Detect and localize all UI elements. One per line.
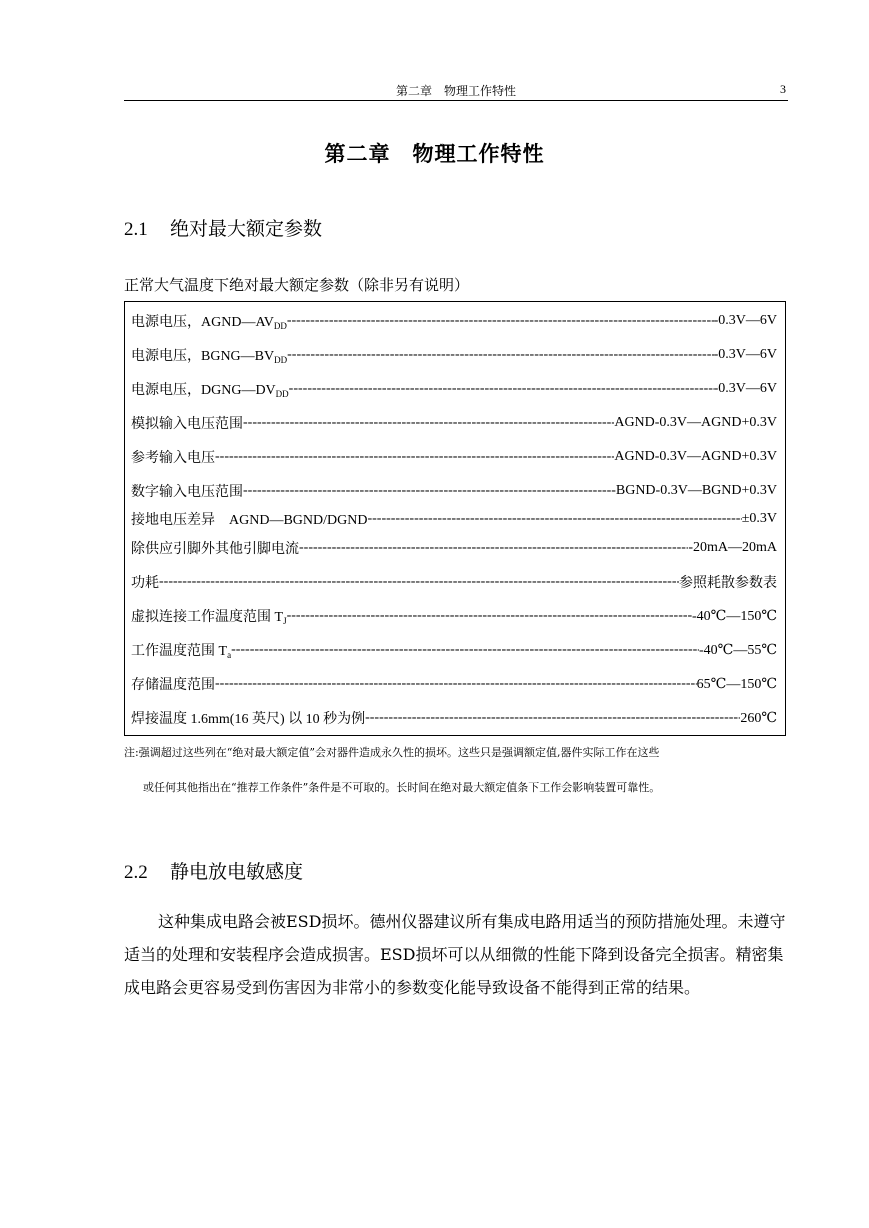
section-heading-2-2 xyxy=(124,857,303,884)
rating-value: -0.3V—6V xyxy=(713,347,777,362)
rating-row xyxy=(131,538,777,558)
absolute-max-ratings-table xyxy=(124,301,786,736)
leader-dots xyxy=(367,510,741,528)
leader-dots xyxy=(231,641,699,659)
rating-value: 260℃ xyxy=(740,710,777,726)
rating-value: -20mA—20mA xyxy=(688,540,777,555)
leader-dots xyxy=(243,482,616,500)
rating-row xyxy=(131,640,777,660)
table-caption: 正常大气温度下绝对最大额定参数（除非另有说明） xyxy=(124,276,470,294)
leader-dots xyxy=(243,414,614,432)
rating-label: 参考输入电压 xyxy=(131,451,215,466)
rating-value: -0.3V—6V xyxy=(713,381,777,396)
section-title: 绝对最大额定参数 xyxy=(170,218,323,240)
rating-label: 模拟输入电压范围 xyxy=(131,417,243,432)
rating-label: 电源电压，$AGND—AV_{DD}$ xyxy=(131,315,287,331)
rating-label: 工作温度范围 $T_a$ xyxy=(131,644,232,660)
leader-dots xyxy=(289,380,714,398)
esd-paragraph: 这种集成电路会被ESD损坏。德州仪器建议所有集成电路用适当的预防措施处理。未遵守适当的处理和安装程序会造成损害。ESD损坏可以从细微的性能下降到设备完全损害。精密集成电路会更容易受到伤害因为非常小的参数变化能导致设备不能得到正常的结果。 xyxy=(124,912,786,997)
leader-dots xyxy=(159,573,679,591)
rating-value: -40℃—55℃ xyxy=(699,642,777,658)
rating-label: 电源电压，$DGNG—DV_{DD}$ xyxy=(131,383,289,399)
section-title: 静电放电敏感度 xyxy=(170,861,304,883)
rating-row xyxy=(131,447,777,467)
rating-value: 参照耗散参数表 xyxy=(679,576,777,591)
leader-dots xyxy=(287,607,692,625)
rating-label: 除供应引脚外其他引脚电流 xyxy=(131,542,299,557)
rating-row xyxy=(131,379,777,399)
leader-dots xyxy=(365,709,740,727)
rating-label: 接地电压差异 AGND—BGND/DGND xyxy=(131,513,368,528)
section-number: 2.1 xyxy=(124,219,148,240)
leader-dots xyxy=(215,448,614,466)
rating-row xyxy=(131,311,777,331)
rating-value: ±0.3V xyxy=(741,511,777,526)
section-heading-2-1 xyxy=(124,214,322,241)
rating-value: -0.3V—6V xyxy=(713,313,777,328)
rating-value: 65℃—150℃ xyxy=(696,676,777,692)
rating-row xyxy=(131,674,777,694)
rating-value: AGND-0.3V—AGND+0.3V xyxy=(614,449,777,464)
rating-row xyxy=(131,509,777,529)
leader-dots xyxy=(287,346,713,364)
rating-label: 功耗 xyxy=(131,576,159,591)
table-note-line-1: 注:强调超过这些列在“绝对最大额定值”会对器件造成永久性的损坏。这些只是强调额定值,器件实际工作在这些 xyxy=(124,746,660,759)
rating-row xyxy=(131,708,777,728)
rating-row xyxy=(131,345,777,365)
leader-dots xyxy=(299,539,688,557)
leader-dots xyxy=(215,675,697,693)
rating-label: 存储温度范围 xyxy=(131,678,215,693)
rating-label: 数字输入电压范围 xyxy=(131,485,243,500)
chapter-title: 第二章 物理工作特性 xyxy=(324,141,545,166)
rating-value: AGND-0.3V—AGND+0.3V xyxy=(614,415,777,430)
rating-label: 虚拟连接工作温度范围 $T_J$ xyxy=(131,610,287,626)
running-header xyxy=(124,80,788,101)
rating-label: 电源电压，$BGNG—BV_{DD}$ xyxy=(131,349,288,365)
header-title: 第二章 物理工作特性 xyxy=(395,84,516,98)
page-number: 3 xyxy=(780,82,786,96)
rating-row xyxy=(131,413,777,433)
rating-label: 焊接温度 1.6mm(16 英尺) 以 10 秒为例 xyxy=(131,712,366,727)
section-number: 2.2 xyxy=(124,862,148,883)
rating-row xyxy=(131,606,777,626)
leader-dots xyxy=(287,312,714,330)
rating-row xyxy=(131,481,777,501)
rating-value: -40℃—150℃ xyxy=(692,608,777,624)
rating-row xyxy=(131,572,777,592)
rating-value: BGND-0.3V—BGND+0.3V xyxy=(615,483,777,498)
table-note-line-2: 或任何其他指出在“推荐工作条件”条件是不可取的。长时间在绝对最大额定值条下工作会影响装置可靠性。 xyxy=(143,781,661,794)
